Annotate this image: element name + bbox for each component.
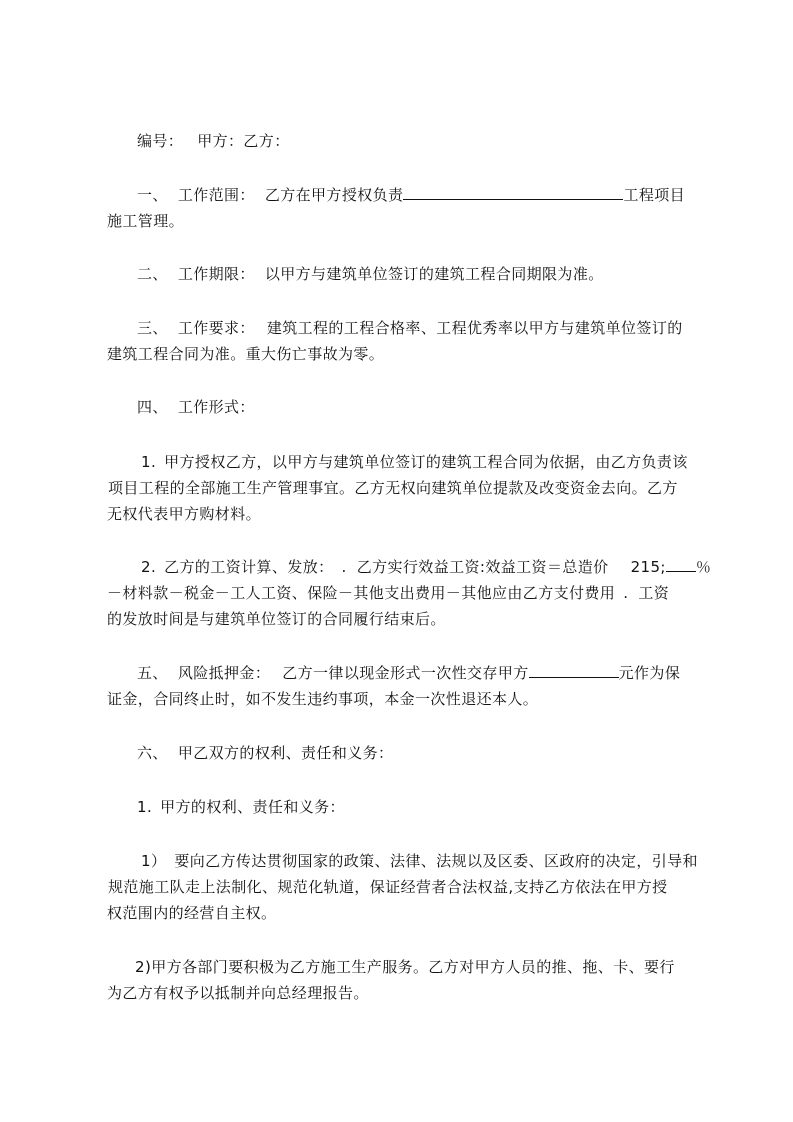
item-2-deductions: －材料款－税金－工人工资、保险－其他支出费用－其他应由乙方支付费用 <box>107 584 616 602</box>
sub-1-title: 甲方的权利、责任和义务： <box>160 798 345 816</box>
section-5-text: 乙方一律以现金形式一次性交存甲方 <box>282 664 529 682</box>
party-a-label: 甲方： <box>197 132 244 150</box>
item-1-number: 1. <box>141 453 157 471</box>
section-6-point-1-line-2: 规范施工队走上法制化、规范化轨道，保证经营者合法权益,支持乙方依法在甲方授 <box>108 878 668 896</box>
section-2-title: 工作期限： <box>177 265 255 283</box>
item-2-dot: . <box>341 558 347 576</box>
section-6-line <box>137 743 393 763</box>
section-6-number: 六、 <box>137 744 168 762</box>
section-1-number: 一、 <box>137 186 168 204</box>
section-4-line <box>137 397 255 417</box>
item-2-number: 2. <box>141 558 157 576</box>
section-4-item-2-line-2 <box>107 583 669 603</box>
section-2-number: 二、 <box>137 265 168 283</box>
section-5-title: 风险抵押金： <box>177 664 271 682</box>
section-6-sub-1 <box>137 797 345 817</box>
section-2-text: 以甲方与建筑单位签订的建筑工程合同期限为准。 <box>264 265 604 283</box>
section-4-title: 工作形式： <box>177 398 255 416</box>
percent-blank <box>666 557 696 572</box>
section-3-number: 三、 <box>137 319 168 337</box>
section-1-text: 乙方在甲方授权负责 <box>264 186 404 204</box>
item-2-text: 乙方实行效益工资:效益工资＝总造价 <box>356 558 609 576</box>
item-1-text: 甲方授权乙方，以甲方与建筑单位签订的建筑工程合同为依据，由乙方负责该 <box>164 453 688 471</box>
section-3-line-2: 建筑工程合同为准。重大伤亡事故为零。 <box>107 345 385 363</box>
deposit-amount-blank <box>529 663 619 678</box>
section-1-line-2: 施工管理。 <box>107 212 185 230</box>
section-1-title: 工作范围： <box>177 186 255 204</box>
section-3-line-1 <box>137 318 683 338</box>
section-6-title: 甲乙双方的权利、责任和义务： <box>177 744 394 762</box>
item-2-wage: 工资 <box>638 584 670 602</box>
section-1-text-b: 工程项目 <box>623 186 686 204</box>
point-1-number: 1） <box>141 852 167 870</box>
section-6-point-1-line-3: 权范围内的经营自主权。 <box>107 904 277 922</box>
section-3-text: 建筑工程的工程合格率、工程优秀率以甲方与建筑单位签订的 <box>266 319 683 337</box>
section-6-point-2-line-2: 为乙方有权予以抵制并向总经理报告。 <box>107 984 369 1002</box>
section-4-item-2-line-3: 的发放时间是与建筑单位签订的合同履行结束后。 <box>107 610 446 628</box>
section-1-line-1 <box>137 185 685 205</box>
section-5-number: 五、 <box>137 664 168 682</box>
project-name-blank <box>403 185 623 200</box>
section-3-title: 工作要求： <box>177 319 255 337</box>
item-2-dot-2: . <box>623 584 629 602</box>
section-5-line-1 <box>137 663 680 683</box>
section-4-item-2-line-1 <box>141 557 711 577</box>
number-label: 编号： <box>137 132 184 150</box>
section-4-item-1-line-3: 无权代表甲方购材料。 <box>107 505 262 523</box>
sub-1-number: 1. <box>137 798 153 816</box>
header-line <box>137 131 290 151</box>
section-5-text-b: 元作为保 <box>618 664 681 682</box>
section-2-line <box>137 264 604 284</box>
section-4-number: 四、 <box>137 398 168 416</box>
item-2-percent: ％ <box>695 558 712 576</box>
section-6-point-2-line-1: 2)甲方各部门要积极为乙方施工生产服务。乙方对甲方人员的推、拖、卡、要行 <box>135 958 675 976</box>
item-2-code: 215; <box>630 558 666 576</box>
section-5-line-2: 证金，合同终止时，如不发生违约事项，本金一次性退还本人。 <box>107 690 539 708</box>
section-4-item-1-line-1 <box>141 452 688 472</box>
point-1-text: 要向乙方传达贯彻国家的政策、法律、法规以及区委、区政府的决定，引导和 <box>174 852 698 870</box>
party-b-label: 乙方： <box>243 132 290 150</box>
item-2-title: 乙方的工资计算、发放： <box>164 558 334 576</box>
section-4-item-1-line-2: 项目工程的全部施工生产管理事宜。乙方无权向建筑单位提款及改变资金去向。乙方 <box>108 479 678 497</box>
section-6-point-1-line-1 <box>141 851 698 871</box>
